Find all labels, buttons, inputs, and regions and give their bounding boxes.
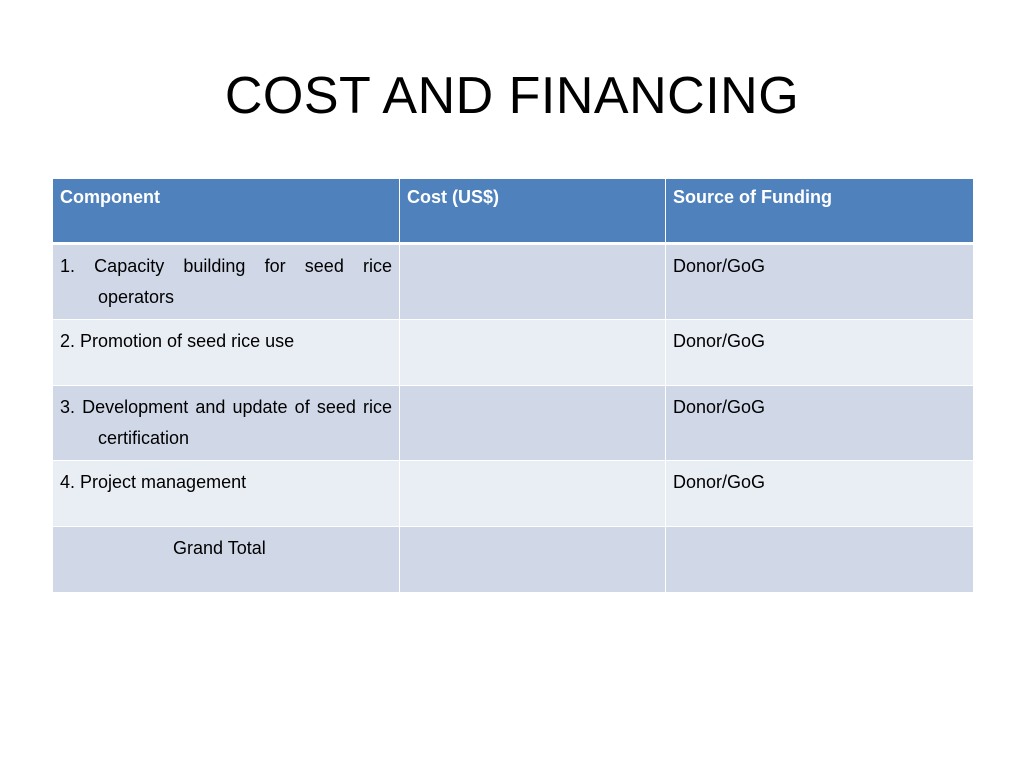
component-text: 2. Promotion of seed rice use: [60, 331, 295, 351]
grand-total-row: [53, 527, 974, 593]
source-cell: Donor/GoG: [666, 386, 974, 461]
header-source: Source of Funding: [666, 179, 974, 244]
table-row: [53, 320, 974, 386]
header-component: Component: [53, 179, 400, 244]
component-cell: [53, 386, 400, 461]
table-header-row: [53, 179, 974, 244]
slide-title: COST AND FINANCING: [224, 67, 800, 125]
source-cell: Donor/GoG: [666, 244, 974, 320]
table-row: [53, 386, 974, 461]
grand-total-source: [666, 527, 974, 593]
component-text: 1. Capacity building for seed rice operators: [60, 256, 392, 307]
table-row: [53, 461, 974, 527]
cost-cell: [400, 461, 666, 527]
cost-cell: [400, 386, 666, 461]
cost-financing-table: [52, 178, 974, 593]
component-cell: [53, 320, 400, 386]
table-row: [53, 244, 974, 320]
source-cell: Donor/GoG: [666, 320, 974, 386]
source-cell: Donor/GoG: [666, 461, 974, 527]
component-text: 3. Development and update of seed rice certification: [60, 397, 392, 448]
component-cell: [53, 461, 400, 527]
cost-cell: [400, 244, 666, 320]
grand-total-cost: [400, 527, 666, 593]
header-cost: Cost (US$): [400, 179, 666, 244]
cost-cell: [400, 320, 666, 386]
component-cell: [53, 244, 400, 320]
component-text: 4. Project management: [60, 472, 247, 492]
grand-total-label: Grand Total: [53, 527, 400, 593]
